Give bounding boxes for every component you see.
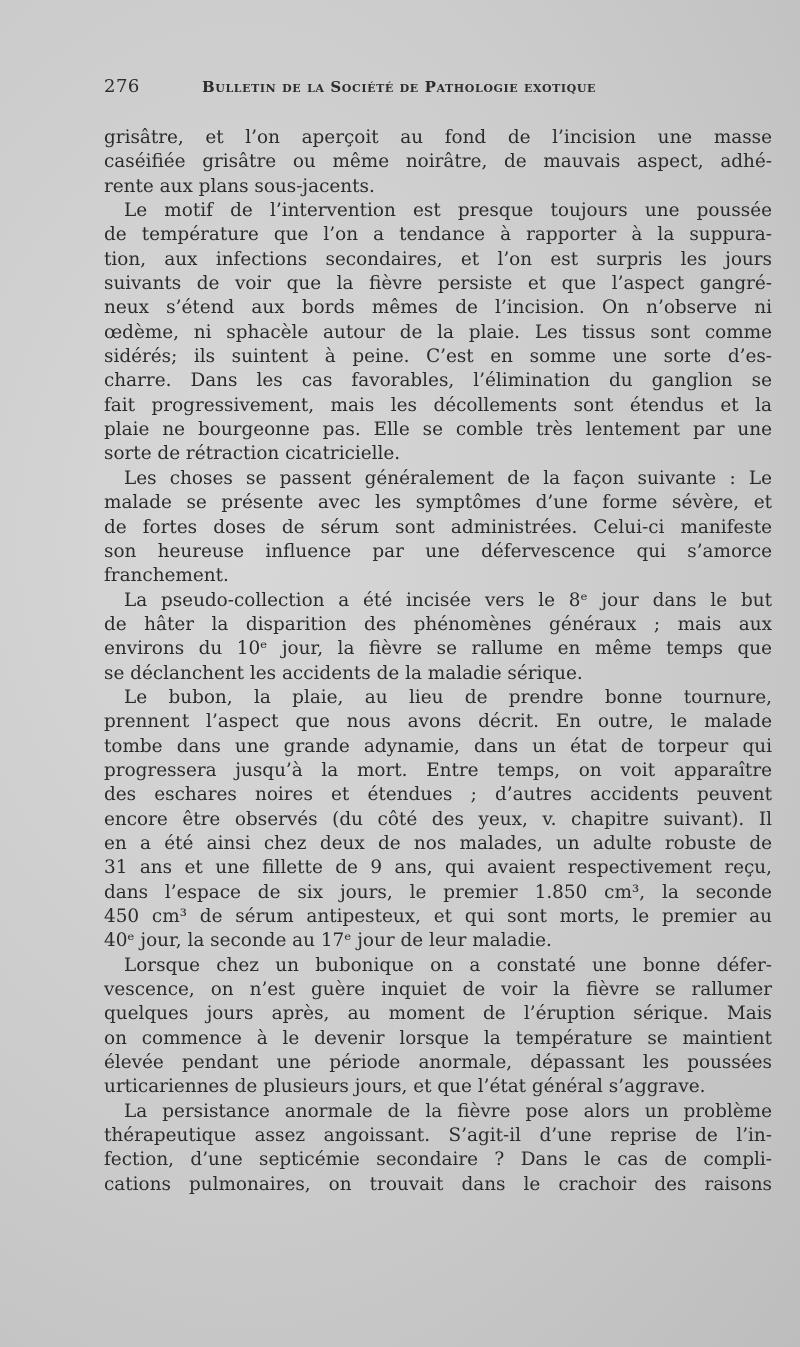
text-line: se déclanchent les accidents de la maladie sérique.	[104, 662, 583, 684]
text-line: 40ᵉ jour, la seconde au 17ᵉ jour de leur maladie.	[104, 930, 552, 952]
text-line: La pseudo-collection a été incisée vers le 8ᵉ jour dans le but	[124, 589, 772, 611]
text-line: urticariennes de plusieurs jours, et que l’état général s’aggrave.	[104, 1076, 706, 1098]
text-line: 450 cm³ de sérum antipesteux, et qui sont morts, le premier au	[104, 906, 772, 927]
text-line: de fortes doses de sérum sont administrées. Celui-ci manifeste	[104, 516, 772, 538]
text-line: suivants de voir que la fièvre persiste et que l’aspect gangré-	[104, 273, 772, 295]
text-line: environs du 10ᵉ jour, la fièvre se rallume en même temps que	[104, 638, 772, 660]
text-line: sorte de rétraction cicatricielle.	[104, 443, 401, 465]
text-line: 31 ans et une fillette de 9 ans, qui avaient respectivement reçu,	[104, 857, 772, 879]
text-line: fection, d’une septicémie secondaire ? Dans le cas de compli-	[104, 1149, 772, 1171]
journal-title: Bulletin de la Société de Pathologie exotique	[202, 78, 597, 96]
text-line: La persistance anormale de la fièvre pose alors un problème	[124, 1100, 772, 1122]
text-line: fait progressivement, mais les décollements sont étendus et la	[104, 394, 772, 416]
text-line: on commence à le devenir lorsque la température se maintient	[104, 1027, 772, 1049]
text-line: vescence, on n’est guère inquiet de voir la fièvre se rallumer	[104, 979, 772, 1001]
text-line: encore être observés (du côté des yeux, v. chapitre suivant). Il	[104, 808, 772, 830]
text-line: tion, aux infections secondaires, et l’on est surpris les jours	[104, 248, 772, 270]
text-line: progressera jusqu’à la mort. Entre temps, on voit apparaître	[104, 759, 772, 781]
text-line: Lorsque chez un bubonique on a constaté une bonne défer-	[124, 954, 772, 976]
text-line: de hâter la disparition des phénomènes généraux ; mais aux	[104, 613, 772, 635]
text-line: thérapeutique assez angoissant. S’agit-il d’une reprise de l’in-	[104, 1125, 772, 1147]
text-line: caséifiée grisâtre ou même noirâtre, de mauvais aspect, adhé-	[104, 151, 772, 173]
text-line: quelques jours après, au moment de l’éruption sérique. Mais	[104, 1003, 772, 1025]
text-line: des eschares noires et étendues ; d’autres accidents peuvent	[104, 784, 772, 806]
text-line: dans l’espace de six jours, le premier 1.850 cm³, la seconde	[104, 881, 772, 903]
text-line: Le motif de l’intervention est presque toujours une poussée	[124, 200, 772, 222]
text-line: charre. Dans les cas favorables, l’élimination du ganglion se	[104, 370, 772, 392]
text-line: œdème, ni sphacèle autour de la plaie. Les tissus sont comme	[104, 321, 772, 343]
text-line: neux s’étend aux bords mêmes de l’incision. On n’observe ni	[104, 297, 772, 319]
text-line: sidérés; ils suintent à peine. C’est en somme une sorte d’es-	[104, 346, 772, 368]
running-head	[104, 76, 764, 104]
text-line: Le bubon, la plaie, au lieu de prendre bonne tournure,	[124, 686, 772, 708]
text-line: élevée pendant une période anormale, dépassant les poussées	[104, 1052, 772, 1074]
text-line: grisâtre, et l’on aperçoit au fond de l’incision une masse	[104, 127, 772, 148]
text-line: malade se présente avec les symptômes d’une forme sévère, et	[104, 492, 772, 514]
text-line: plaie ne bourgeonne pas. Elle se comble très lentement par une	[104, 419, 772, 441]
text-line: de température que l’on a tendance à rapporter à la suppura-	[104, 224, 772, 246]
text-line: en a été ainsi chez deux de nos malades, un adulte robuste de	[104, 832, 772, 854]
text-line: son heureuse influence par une défervescence qui s’amorce	[104, 540, 772, 562]
body-text	[104, 126, 772, 1197]
text-line: prennent l’aspect que nous avons décrit. En outre, le malade	[104, 711, 772, 733]
text-line: franchement.	[104, 565, 229, 587]
text-line: tombe dans une grande adynamie, dans un état de torpeur qui	[104, 735, 772, 757]
text-line: rente aux plans sous-jacents.	[104, 175, 375, 197]
page-number: 276	[104, 76, 140, 97]
text-line: cations pulmonaires, on trouvait dans le crachoir des raisons	[104, 1173, 772, 1195]
text-line: Les choses se passent généralement de la façon suivante : Le	[124, 467, 772, 489]
